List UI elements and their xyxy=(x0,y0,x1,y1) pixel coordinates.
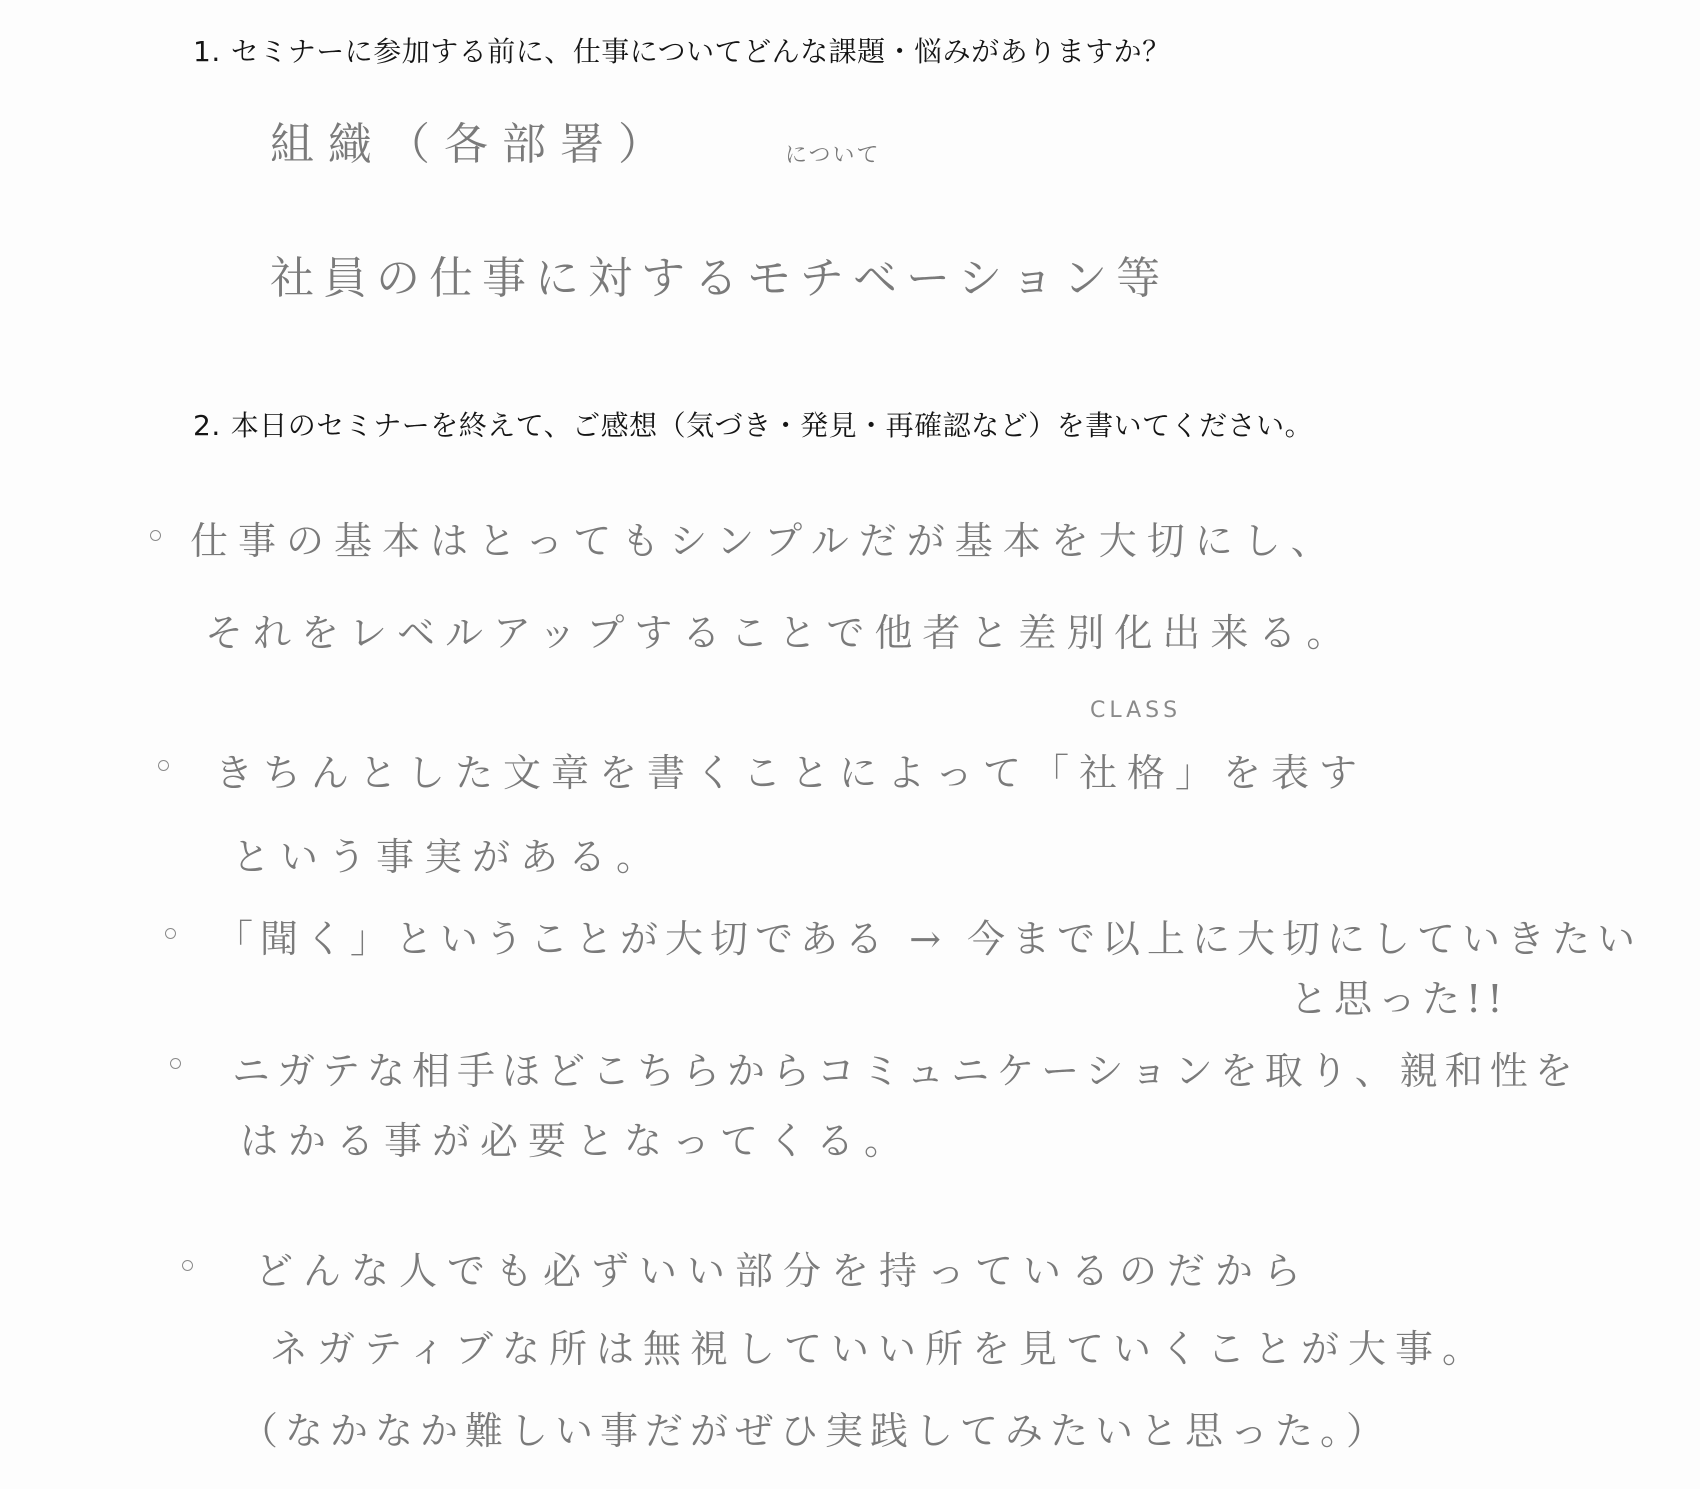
comment-3-line-2: と思った!! xyxy=(1290,977,1509,1021)
bullet-marker-1 xyxy=(150,530,161,541)
answer-1-line-2: 社員の仕事に対するモチベーション等 xyxy=(270,253,1170,304)
comment-1-line-2: それをレベルアップすることで他者と差別化出来る。 xyxy=(205,611,1355,655)
comment-2-annotation: CLASS xyxy=(1090,698,1182,723)
question-1 xyxy=(193,30,1171,70)
comment-4-line-2: はかる事が必要となってくる。 xyxy=(240,1119,913,1163)
comment-3-line-1: 「聞く」ということが大切である → 今まで以上に大切にしていきたい xyxy=(215,917,1643,961)
answer-1-organization: 組織（各部署） xyxy=(270,119,676,170)
question-2 xyxy=(193,404,1313,444)
answer-1-line-1 xyxy=(270,108,676,172)
question-2-number: 2. xyxy=(193,409,221,442)
bullet-marker-5 xyxy=(182,1260,193,1271)
question-1-text: セミナーに参加する前に、仕事についてどんな課題・悩みがありますか？ xyxy=(230,35,1171,68)
comment-4-line-1: ニガテな相手ほどこちらからコミュニケーションを取り、親和性を xyxy=(232,1049,1580,1093)
question-2-text: 本日のセミナーを終えて、ご感想（気づき・発見・再確認など）を書いてください。 xyxy=(230,409,1314,442)
question-1-number: 1. xyxy=(193,35,221,68)
comment-5-line-2: ネガティブな所は無視していい所を見ていくことが大事。 xyxy=(270,1327,1489,1371)
comment-5-line-3: （なかなか難しい事だがぜひ実践してみたいと思った。） xyxy=(240,1409,1392,1453)
bullet-marker-3 xyxy=(165,928,176,939)
bullet-marker-4 xyxy=(170,1058,181,1069)
comment-1-line-1: 仕事の基本はとってもシンプルだが基本を大切にし、 xyxy=(190,519,1339,563)
answer-1-about: について xyxy=(785,143,881,168)
comment-5-line-1: どんな人でも必ずいい部分を持っているのだから xyxy=(255,1249,1312,1293)
comment-2-line-1: きちんとした文章を書くことによって「社格」を表す xyxy=(215,751,1368,795)
bullet-marker-2 xyxy=(158,760,169,771)
comment-2-line-2: という事実がある。 xyxy=(232,835,665,879)
